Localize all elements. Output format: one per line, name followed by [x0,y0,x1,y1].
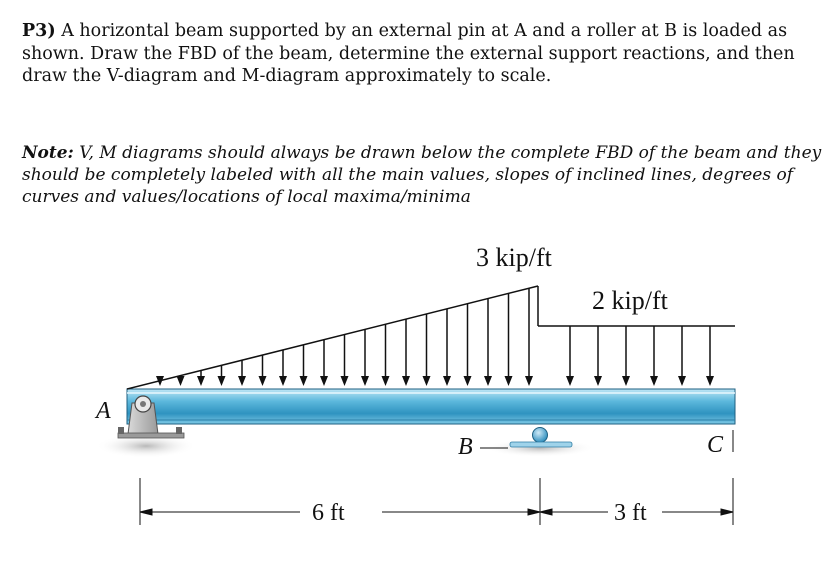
load-arrow [464,304,472,386]
problem-line-3: draw the V-diagram and M-diagram approximately to scale. [22,66,552,86]
load-arrow [423,314,431,386]
load-arrow [622,326,630,386]
dim-bc-label: 3 ft [614,500,647,526]
load-uniform-label: 2 kip/ft [592,286,668,315]
load-arrow [259,355,267,386]
load-arrow [320,340,328,386]
load-arrow [594,326,602,386]
load-arrow [566,326,574,386]
load-arrow [279,350,287,386]
load-arrow [650,326,658,386]
problem-text-1: A horizontal beam supported by an external pin at A and a roller at B is loaded as [61,21,788,41]
load-arrow [525,288,533,386]
note-line-2: should be completely labeled with all the main values, slopes of inclined lines, degrees of [22,165,794,185]
load-arrow [238,360,246,386]
load-arrow [402,319,410,386]
load-arrow [341,334,349,386]
problem-line-2: shown. Draw the FBD of the beam, determine the external support reactions, and then [22,43,795,64]
load-arrow [197,370,205,386]
note-tag: Note: [22,143,74,163]
load-arrow [382,324,390,386]
point-a-label: A [96,398,111,424]
load-arrow [218,365,226,386]
load-arrow [443,309,451,386]
load-arrow [678,326,686,386]
problem-tag: P3) [22,21,56,41]
note-text-1: V, M diagrams should always be drawn below the complete FBD of the beam and they [79,143,822,163]
load-arrow [706,326,714,386]
load-arrow [361,329,369,386]
load-arrow [177,376,185,386]
roller-support-b [510,428,572,448]
point-c-label: C [707,432,724,458]
load-arrow [505,293,513,386]
load-arrow [300,345,308,386]
beam [127,389,735,424]
load-arrow [484,299,492,386]
dim-ab-label: 6 ft [312,500,345,526]
note-line-3: curves and values/locations of local maxima/minima [22,187,471,207]
point-b-label: B [458,434,473,460]
load-triangular-label: 3 kip/ft [476,243,552,272]
